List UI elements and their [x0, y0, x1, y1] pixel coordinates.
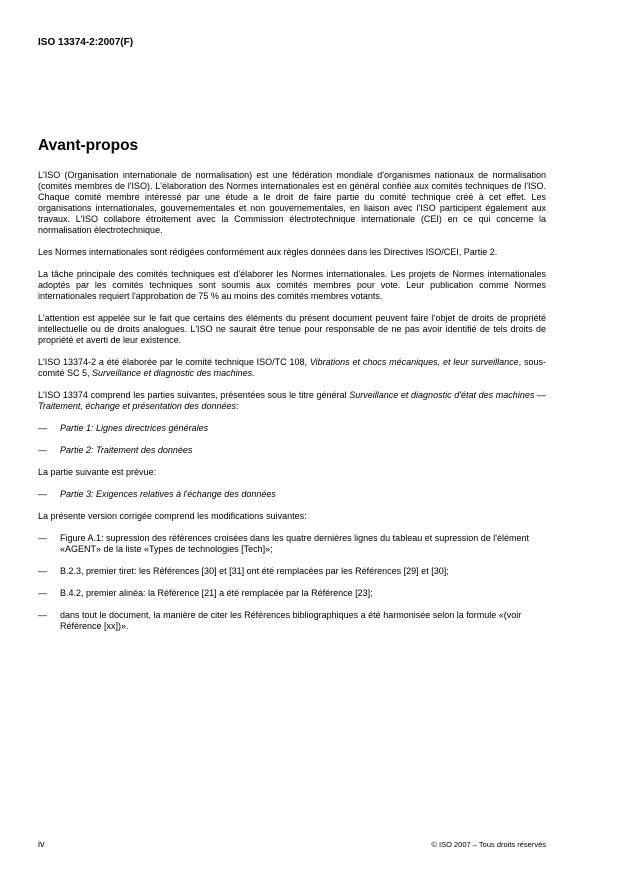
document-id: ISO 13374-2:2007(F)	[38, 37, 134, 48]
list-item-text: Partie 2: Traitement des données	[60, 445, 193, 455]
dash-bullet: —	[38, 566, 47, 576]
page-title: Avant-propos	[38, 137, 139, 154]
dash-bullet: —	[38, 610, 47, 620]
list-item-text: dans tout le document, la manière de citer les Références bibliographiques a été harmonisée selon la formule «(voir Référence [xx])».	[60, 610, 522, 631]
dash-bullet: —	[38, 445, 47, 455]
foreword-body	[38, 170, 546, 643]
dash-bullet: —	[38, 588, 47, 598]
paragraph-iso-intro: L'ISO (Organisation internationale de normalisation) est une fédération mondiale d'organismes nationaux de normalisation (comités membres de l'ISO). L'élaboration des Normes internationales est en général confiée aux comités techniques de l'ISO. Chaque comité membre intéressé par une étude a le droit de faire partie du comité technique créé à cet effet. Les organisations internationales, gouvernementales et non gouvernementales, en liaison avec l'ISO participent également aux travaux. L'ISO collabore étroitement avec la Commission électrotechnique internationale (CEI) en ce qui concerne la normalisation électrotechnique.	[38, 170, 546, 235]
list-item	[38, 423, 546, 434]
list-item	[38, 588, 546, 599]
paragraph-corrected-version: La présente version corrigée comprend les modifications suivantes:	[38, 511, 307, 521]
copyright-notice: © ISO 2007 – Tous droits réservés	[431, 840, 546, 849]
list-item	[38, 489, 546, 500]
paragraph-parts-intro: L'ISO 13374 comprend les parties suivantes, présentées sous le titre général Surveillance et diagnostic d'état des machines — Traitement, échange et présentation des données:	[38, 390, 546, 411]
list-item-text: B.4.2, premier alinéa: la Référence [21] a été remplacée par la Référence [23];	[60, 588, 373, 598]
list-item	[38, 610, 546, 632]
paragraph-planned-part: La partie suivante est prévue:	[38, 467, 157, 477]
paragraph-directives: Les Normes internationales sont rédigées conformément aux règles données dans les Directives ISO/CEI, Partie 2.	[38, 247, 498, 257]
list-item	[38, 445, 546, 456]
list-item	[38, 566, 546, 577]
page-number: iv	[38, 839, 45, 849]
list-item-text: B.2.3, premier tiret: les Références [30] et [31] ont été remplacées par les Références [29] et [30];	[60, 566, 449, 576]
list-item-text: Figure A.1: supression des références croisées dans les quatre dernières lignes du tableau et supression de l'élément «AGENT» de la liste «Types de technologies [Tech]»;	[60, 533, 529, 554]
list-item-text: Partie 1: Lignes directrices générales	[60, 423, 209, 433]
dash-bullet: —	[38, 423, 47, 433]
paragraph-prepared-by: L'ISO 13374-2 a été élaborée par le comité technique ISO/TC 108, Vibrations et chocs mécaniques, et leur surveillance, sous-comité SC 5, Surveillance et diagnostic des machines.	[38, 357, 546, 378]
dash-bullet: —	[38, 489, 47, 499]
paragraph-technical-committees: La tâche principale des comités techniques est d'élaborer les Normes internationales. Les projets de Normes internationales adoptés par les comités techniques sont soumis aux comités membres pour vote. Leur publication comme Normes internationales requiert l'approbation de 75 % au moins des comités membres votants.	[38, 269, 546, 301]
paragraph-patent-rights: L'attention est appelée sur le fait que certains des éléments du présent document peuvent faire l'objet de droits de propriété intellectuelle ou de droits analogues. L'ISO ne saurait être tenue pour responsable de ne pas avoir identifié de tels droits de propriété et averti de leur existence.	[38, 313, 546, 345]
list-item	[38, 533, 546, 555]
dash-bullet: —	[38, 533, 47, 543]
list-item-text: Partie 3: Exigences relatives à l'échange des données	[60, 489, 276, 499]
